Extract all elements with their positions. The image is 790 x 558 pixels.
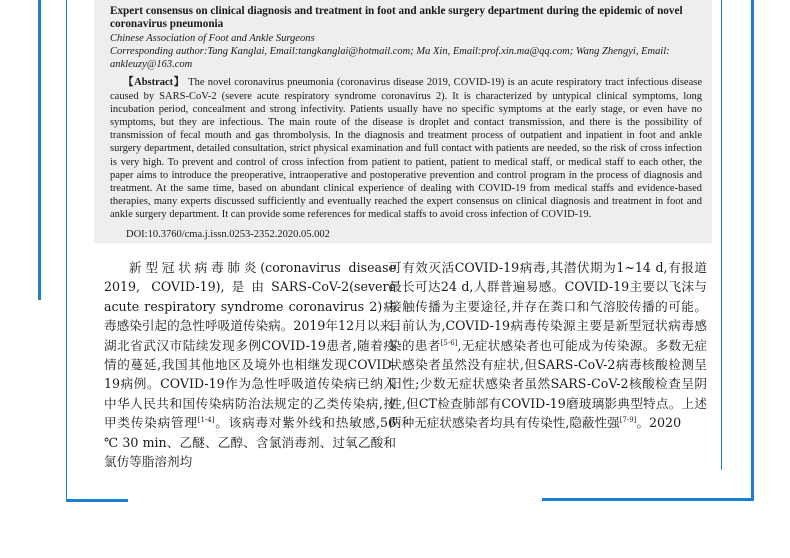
body-column-left [104,258,396,471]
body-text: 可有效灭活COVID-19病毒,其潜伏期为1~14 d,有报道最长可达24 d,人群普遍易感。COVID-19主要以飞沫与接触传播为主要途径,并存在粪口和气溶胶传播的可能。目前认为,COVID-19病毒传染源主要是新型冠状病毒感染的患者 [389,260,707,353]
body-text: 。该病毒对紫外线和热敏感,56 ℃ 30 min、乙醚、乙醇、含氯消毒剂、过氧乙酸和氯仿等脂溶剂均 [104,415,397,470]
body-paragraph [104,258,396,471]
abstract-paragraph [110,76,702,221]
citation: [5-6] [440,338,458,347]
frame-line-bottom-right [542,498,754,501]
frame-line-left [38,0,41,300]
abstract-box [94,0,712,243]
frame-line-left-inner [66,0,67,500]
association: Chinese Association of Foot and Ankle Surgeons [110,32,315,44]
abstract-label: 【Abstract】 [123,77,185,89]
citation: [7-9] [619,416,637,425]
doi: DOI:10.3760/cma.j.issn.0253-2352.2020.05.002 [126,228,330,240]
abstract-text: The novel coronavirus pneumonia (coronavirus disease 2019, COVID-19) is an acute respiratory tract infectious disease caused by SARS-CoV-2 (severe acute respiratory syndrome coronavirus 2). It is characterized by untypical clinical symptoms, long incubation period, concealment and strong infectivity. Patients usually have no specific symptoms at the early stage, or even have no symptoms, but they are infectious. The main route of the disease is droplet and contact transmission, and there is the possibility of transmission of fecal mouth and gas thrombolysis. In the diagnosis and treatment process of outpatient and inpatient in foot and ankle surgery department, detailed consultation, strict physical examination and full contact with patients are needed, so the risk of cross infection is very high. To prevent and control of cross infection from patient to patient, patient to medical staff, or medical staff to each other, the paper aims to introduce the preoperative, intraoperative and postoperative prevention and control program in the process of diagnosis and treatment. At the same time, based on abundant clinical experience of dealing with COVID-19 from medical staffs and evidence-based therapies, many experts discussed sufficiently and eventually reached the expert consensus on clinical diagnosis and treatment in foot and ankle surgery department. It can provide some references for medical staffs to avoid cross infection of COVID-19. [110,77,702,221]
frame-line-bottom-left [66,499,128,502]
body-text: 新型冠状病毒肺炎(coronavirus disease 2019, COVID-19),是由SARS-CoV-2(severe acute respiratory syndrome coronavirus 2)病毒感染引起的急性呼吸道传染病。2019年12月以来,湖北省武汉市陆续发现多例COVID-19患者,随着疫情的蔓延,我国其他地区及境外也相继发现COVID-19病例。COVID-19作为急性呼吸道传染病已纳入中华人民共和国传染病防治法规定的乙类传染病,按甲类传染病管理 [104,260,396,431]
body-text: ,无症状感染者也可能成为传染源。多数无症状感染者虽然没有症状,但SARS-CoV-2病毒核酸检测呈阳性;少数无症状感染者虽然SARS-CoV-2核酸检查呈阴性,但CT检查肺部有COVID-19磨玻璃影典型特点。上述两种无症状感染者均具有传染性,隐蔽性强 [389,337,707,431]
frame-line-right [751,0,754,500]
citation: [1-4] [197,416,215,425]
body-text: 。2020 [636,415,682,431]
frame-line-right-inner [721,0,722,470]
body-paragraph [389,258,707,433]
paper-title: Expert consensus on clinical diagnosis and treatment in foot and ankle surgery department during the epidemic of novel coronavirus pneumonia [110,5,683,31]
corresponding-author: Corresponding author:Tang Kanglai, Email:tangkanglai@hotmail.com; Ma Xin, Email:prof.xin.ma@qq.com; Wang Zhengyi, Email: ankleuzy@163.com [110,46,670,71]
body-column-right [389,258,707,433]
